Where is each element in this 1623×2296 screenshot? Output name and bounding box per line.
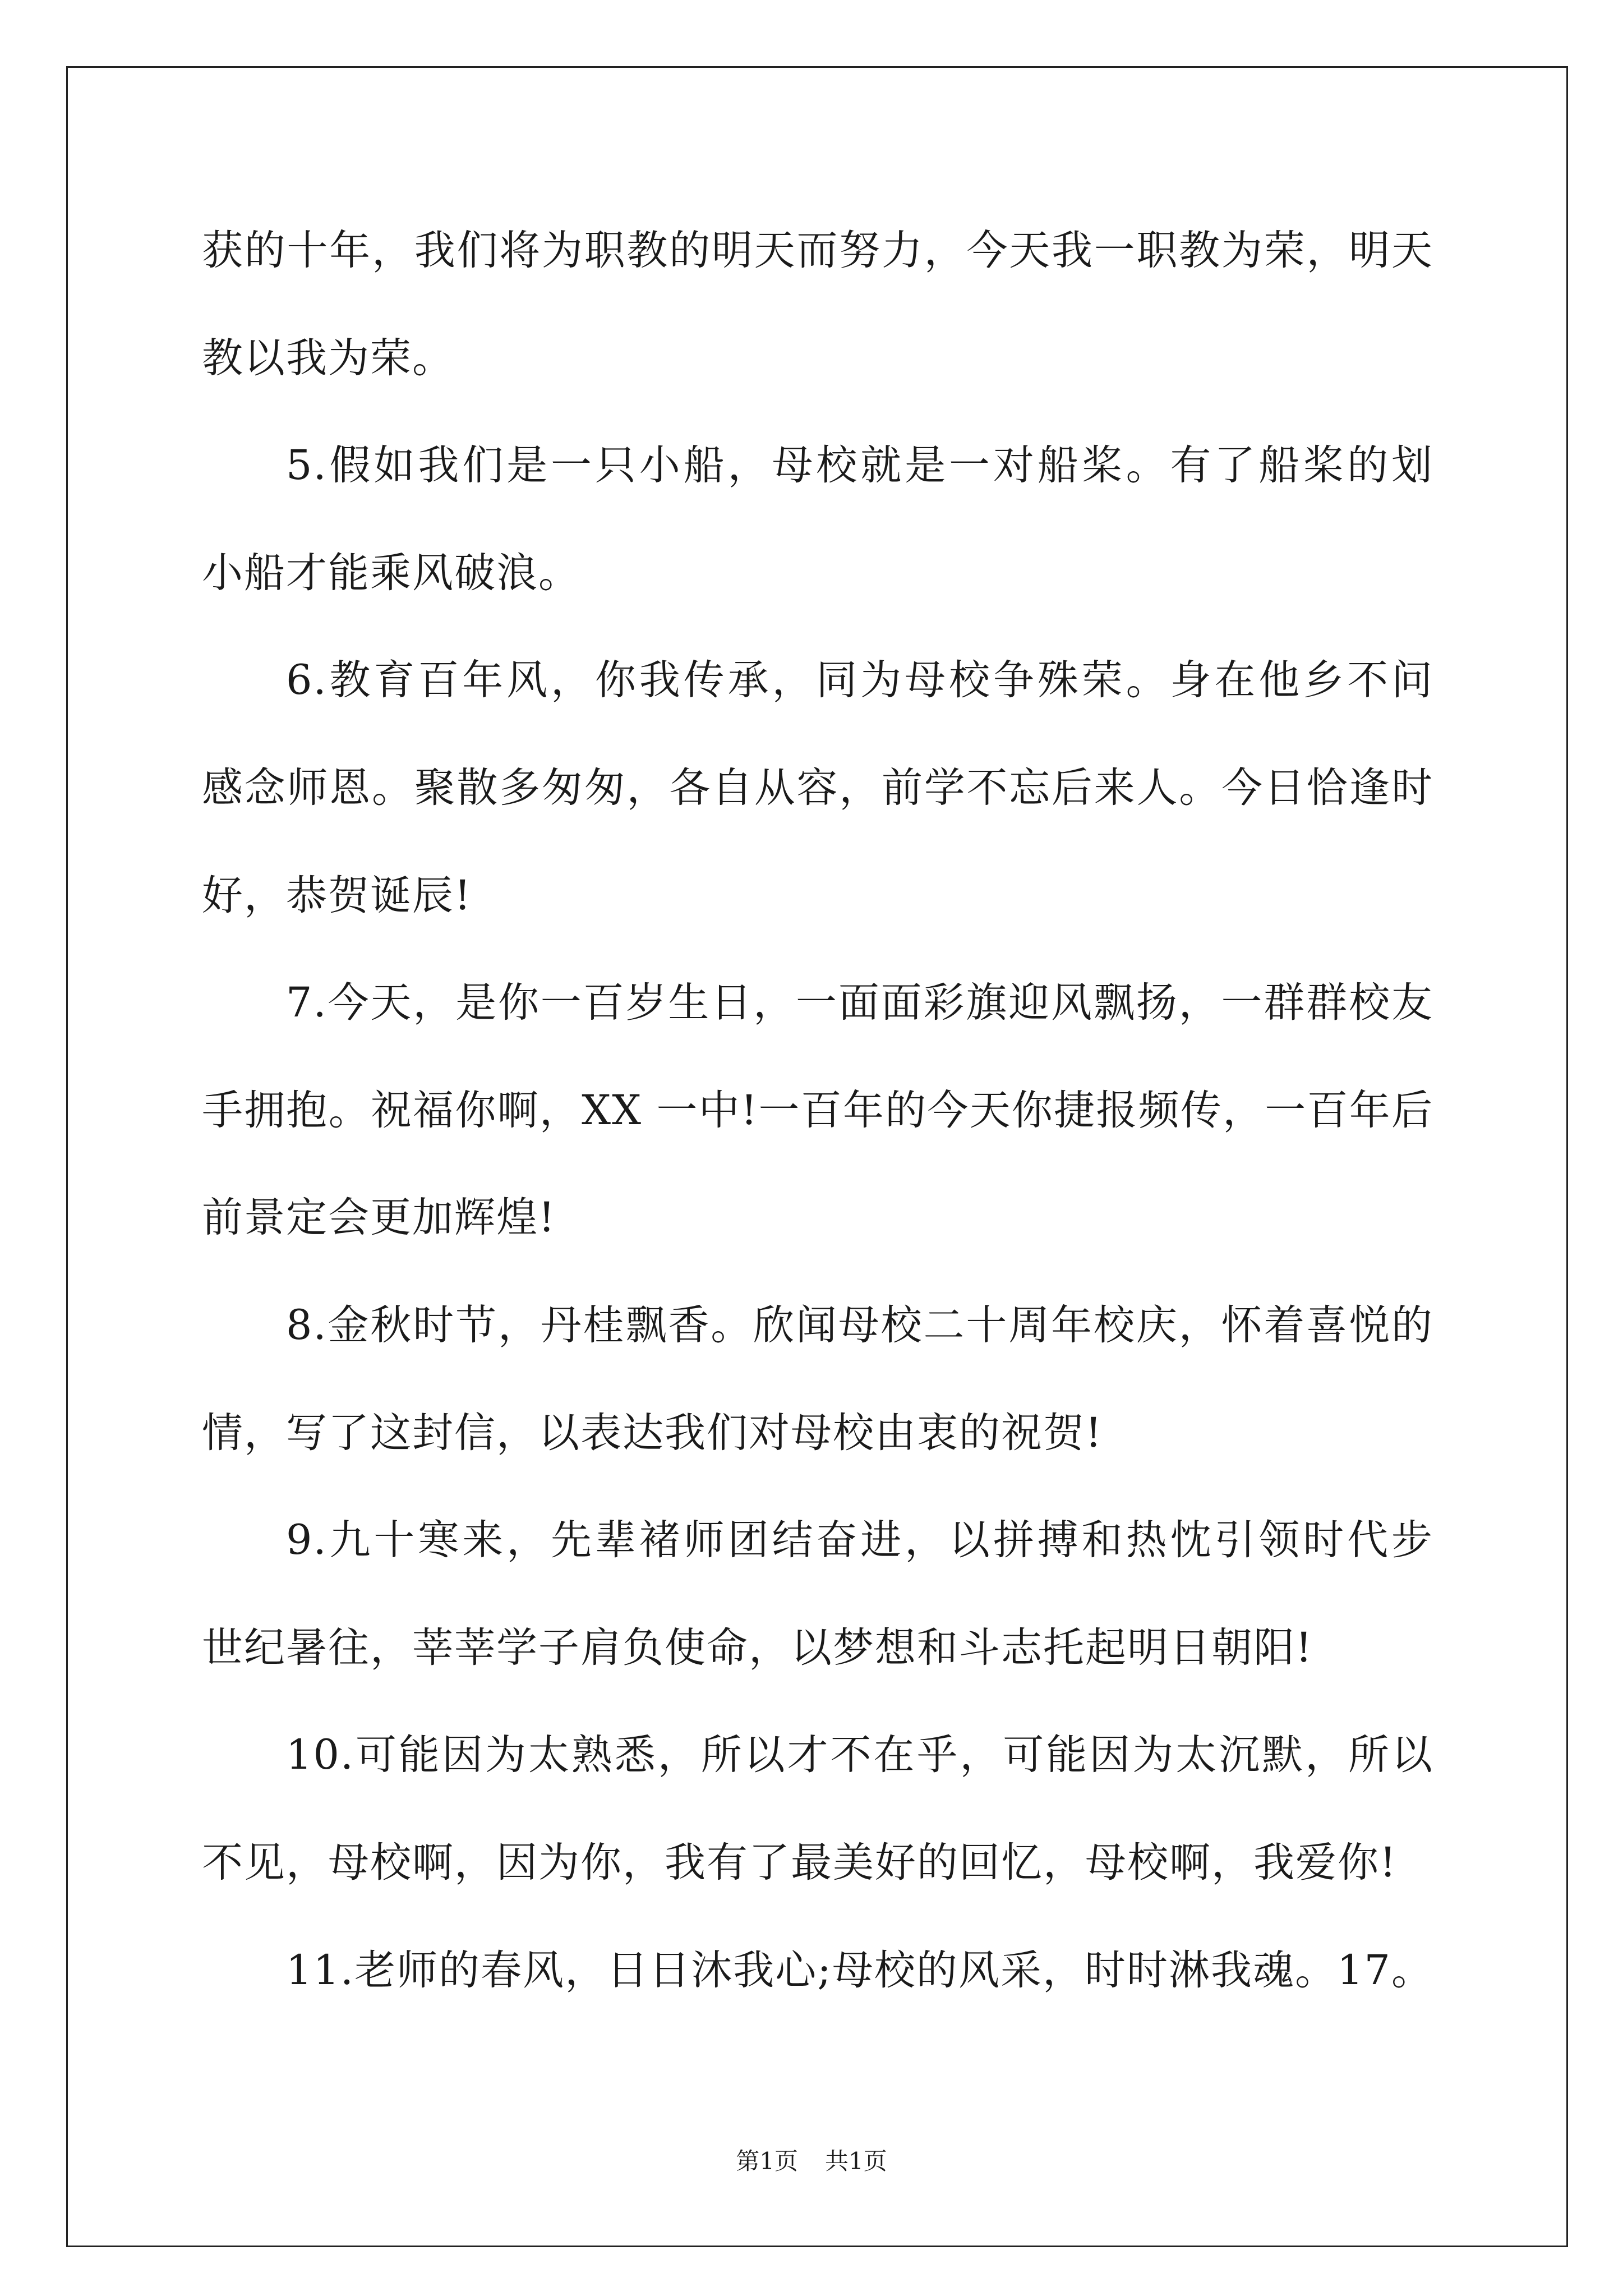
text-line: 手拥抱。祝福你啊，XX 一中!一百年的今天你捷报频传，一百年后 xyxy=(202,1086,1433,1134)
paragraph xyxy=(202,1487,1433,1701)
text-line: 感念师恩。聚散多匆匆，各自从容，前学不忘后来人。今日恰逢时 xyxy=(202,763,1433,812)
paragraph xyxy=(202,1701,1433,1916)
text-line: 10.可能因为太熟悉，所以才不在乎，可能因为太沉默，所以 xyxy=(286,1731,1433,1779)
text-line: 11.老师的春风，日日沐我心;母校的风采，时时淋我魂。17。 xyxy=(286,1946,1433,1994)
text-line: 情，写了这封信，以表达我们对母校由衷的祝贺! xyxy=(202,1409,1103,1457)
text-line: 不见，母校啊，因为你，我有了最美好的回忆，母校啊，我爱你! xyxy=(202,1838,1398,1887)
text-line: 5.假如我们是一只小船，母校就是一对船桨。有了船桨的划 xyxy=(286,441,1433,490)
text-line: 获的十年，我们将为职教的明天而努力，今天我一职教为荣，明天 xyxy=(202,227,1433,274)
paragraph xyxy=(202,949,1433,1272)
document-body xyxy=(202,197,1433,2024)
paragraph xyxy=(202,1917,1433,2024)
page-total: 共1页 xyxy=(825,2147,887,2175)
paragraph xyxy=(202,627,1433,949)
text-line: 9.九十寒来，先辈褚师团结奋进，以拼搏和热忱引领时代步 xyxy=(286,1516,1433,1565)
text-line: 6.教育百年风，你我传承，同为母校争殊荣。身在他乡不问 xyxy=(286,656,1433,705)
page-number: 第1页 xyxy=(736,2147,798,2175)
page-footer xyxy=(0,2146,1623,2177)
text-line: 前景定会更加辉煌! xyxy=(202,1194,556,1242)
text-line: 世纪暑往，莘莘学子肩负使命，以梦想和斗志托起明日朝阳! xyxy=(202,1623,1313,1672)
text-line: 7.今天，是你一百岁生日，一面面彩旗迎风飘扬，一群群校友 xyxy=(286,979,1433,1027)
text-line: 8.金秋时节，丹桂飘香。欣闻母校二十周年校庆，怀着喜悦的 xyxy=(286,1301,1433,1349)
paragraph xyxy=(202,197,1433,412)
text-line: 教以我为荣。 xyxy=(202,334,454,382)
text-line: 好，恭贺诞辰! xyxy=(202,871,472,919)
paragraph xyxy=(202,412,1433,627)
text-line: 小船才能乘风破浪。 xyxy=(202,549,580,597)
paragraph xyxy=(202,1272,1433,1487)
